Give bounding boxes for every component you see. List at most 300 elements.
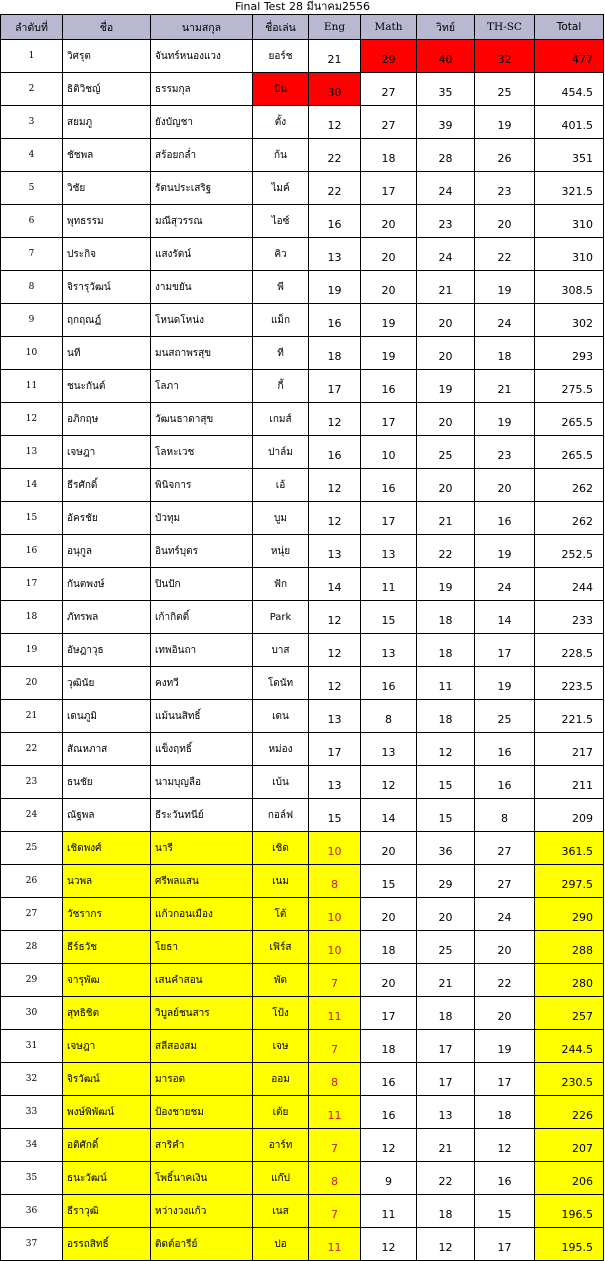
cell-surname[interactable]: ศรีพลแสน (151, 865, 253, 898)
cell-nickname[interactable]: ออม (253, 1063, 309, 1096)
cell-science[interactable]: 18 (417, 601, 475, 634)
cell-total[interactable]: 211 (535, 766, 604, 799)
cell-math[interactable]: 13 (361, 535, 417, 568)
cell-rank[interactable]: 30 (1, 997, 63, 1030)
cell-th-sc[interactable]: 17 (475, 1063, 535, 1096)
cell-nickname[interactable]: ปอ (253, 1228, 309, 1261)
cell-first-name[interactable]: สยมภู (63, 106, 151, 139)
cell-th-sc[interactable]: 16 (475, 502, 535, 535)
cell-science[interactable]: 20 (417, 898, 475, 931)
cell-surname[interactable]: โยธา (151, 931, 253, 964)
header-eng[interactable]: Eng (309, 15, 361, 40)
cell-math[interactable]: 29 (361, 40, 417, 73)
cell-math[interactable]: 17 (361, 502, 417, 535)
cell-math[interactable]: 20 (361, 271, 417, 304)
cell-eng[interactable]: 16 (309, 304, 361, 337)
cell-surname[interactable]: หว่างวงแก้ว (151, 1195, 253, 1228)
cell-total[interactable]: 223.5 (535, 667, 604, 700)
cell-science[interactable]: 19 (417, 568, 475, 601)
cell-total[interactable]: 275.5 (535, 370, 604, 403)
cell-rank[interactable]: 36 (1, 1195, 63, 1228)
cell-science[interactable]: 21 (417, 271, 475, 304)
cell-first-name[interactable]: อติศักดิ์ (63, 1129, 151, 1162)
cell-eng[interactable]: 10 (309, 832, 361, 865)
cell-math[interactable]: 27 (361, 106, 417, 139)
cell-nickname[interactable]: โดนัท (253, 667, 309, 700)
cell-math[interactable]: 12 (361, 766, 417, 799)
cell-nickname[interactable]: แม็ก (253, 304, 309, 337)
cell-first-name[interactable]: วิชัย (63, 172, 151, 205)
cell-first-name[interactable]: จิรารุวัฒน์ (63, 271, 151, 304)
cell-th-sc[interactable]: 19 (475, 667, 535, 700)
cell-science[interactable]: 21 (417, 1129, 475, 1162)
cell-nickname[interactable]: ที (253, 337, 309, 370)
cell-first-name[interactable]: วุฒินัย (63, 667, 151, 700)
cell-science[interactable]: 22 (417, 1162, 475, 1195)
cell-first-name[interactable]: ธนชัย (63, 766, 151, 799)
cell-nickname[interactable]: ยอร์ช (253, 40, 309, 73)
cell-surname[interactable]: ธีระวันทนีย์ (151, 799, 253, 832)
cell-th-sc[interactable]: 18 (475, 1096, 535, 1129)
cell-surname[interactable]: บัวทุม (151, 502, 253, 535)
cell-eng[interactable]: 12 (309, 469, 361, 502)
cell-surname[interactable]: นามบุญลือ (151, 766, 253, 799)
cell-surname[interactable]: งามขยัน (151, 271, 253, 304)
cell-surname[interactable]: วิบูลย์ชนสาร (151, 997, 253, 1030)
cell-eng[interactable]: 16 (309, 205, 361, 238)
cell-rank[interactable]: 26 (1, 865, 63, 898)
cell-surname[interactable]: แม้นนสิทธิ์ (151, 700, 253, 733)
cell-rank[interactable]: 28 (1, 931, 63, 964)
cell-first-name[interactable]: สุทธิชิต (63, 997, 151, 1030)
cell-total[interactable]: 244 (535, 568, 604, 601)
cell-surname[interactable]: สาริคำ (151, 1129, 253, 1162)
cell-rank[interactable]: 27 (1, 898, 63, 931)
cell-science[interactable]: 15 (417, 766, 475, 799)
cell-math[interactable]: 12 (361, 1228, 417, 1261)
cell-science[interactable]: 28 (417, 139, 475, 172)
cell-first-name[interactable]: วัชรากร (63, 898, 151, 931)
cell-total[interactable]: 280 (535, 964, 604, 997)
cell-science[interactable]: 20 (417, 403, 475, 436)
cell-nickname[interactable]: บาส (253, 634, 309, 667)
cell-surname[interactable]: มารอด (151, 1063, 253, 1096)
cell-first-name[interactable]: อนุกูล (63, 535, 151, 568)
cell-th-sc[interactable]: 8 (475, 799, 535, 832)
cell-th-sc[interactable]: 23 (475, 172, 535, 205)
cell-math[interactable]: 16 (361, 1096, 417, 1129)
cell-first-name[interactable]: ชัชพล (63, 139, 151, 172)
cell-th-sc[interactable]: 24 (475, 898, 535, 931)
cell-science[interactable]: 24 (417, 238, 475, 271)
cell-surname[interactable]: จันทร์หนองแวง (151, 40, 253, 73)
cell-math[interactable]: 13 (361, 634, 417, 667)
cell-first-name[interactable]: จิรวัฒน์ (63, 1063, 151, 1096)
cell-rank[interactable]: 31 (1, 1030, 63, 1063)
cell-nickname[interactable]: เจษ (253, 1030, 309, 1063)
cell-nickname[interactable]: โป้ง (253, 997, 309, 1030)
cell-first-name[interactable]: ประกิจ (63, 238, 151, 271)
cell-science[interactable]: 20 (417, 469, 475, 502)
cell-nickname[interactable]: Park (253, 601, 309, 634)
cell-eng[interactable]: 17 (309, 370, 361, 403)
cell-surname[interactable]: สร้อยกล่ำ (151, 139, 253, 172)
cell-eng[interactable]: 12 (309, 634, 361, 667)
cell-total[interactable]: 401.5 (535, 106, 604, 139)
cell-first-name[interactable]: ธีรศักดิ์ (63, 469, 151, 502)
cell-nickname[interactable]: หม่อง (253, 733, 309, 766)
cell-eng[interactable]: 16 (309, 436, 361, 469)
cell-science[interactable]: 25 (417, 931, 475, 964)
cell-eng[interactable]: 7 (309, 964, 361, 997)
cell-science[interactable]: 18 (417, 700, 475, 733)
cell-surname[interactable]: ธรรมกุล (151, 73, 253, 106)
cell-science[interactable]: 17 (417, 1030, 475, 1063)
cell-eng[interactable]: 17 (309, 733, 361, 766)
cell-surname[interactable]: รัตนประเสริฐ (151, 172, 253, 205)
cell-surname[interactable]: เทพอินถา (151, 634, 253, 667)
cell-th-sc[interactable]: 18 (475, 337, 535, 370)
cell-science[interactable]: 21 (417, 964, 475, 997)
cell-nickname[interactable]: เนส (253, 1195, 309, 1228)
cell-eng[interactable]: 10 (309, 931, 361, 964)
cell-science[interactable]: 25 (417, 436, 475, 469)
cell-nickname[interactable]: ไอซ์ (253, 205, 309, 238)
cell-surname[interactable]: โพธิ์นาคเงิน (151, 1162, 253, 1195)
cell-th-sc[interactable]: 23 (475, 436, 535, 469)
cell-th-sc[interactable]: 22 (475, 238, 535, 271)
cell-eng[interactable]: 12 (309, 106, 361, 139)
cell-eng[interactable]: 12 (309, 502, 361, 535)
cell-surname[interactable]: มณีสุวรรณ (151, 205, 253, 238)
cell-nickname[interactable]: เบ้น (253, 766, 309, 799)
cell-surname[interactable]: นารี (151, 832, 253, 865)
cell-first-name[interactable]: วิศรุต (63, 40, 151, 73)
cell-surname[interactable]: โหนดโหน่ง (151, 304, 253, 337)
cell-rank[interactable]: 19 (1, 634, 63, 667)
cell-eng[interactable]: 18 (309, 337, 361, 370)
cell-eng[interactable]: 11 (309, 1096, 361, 1129)
cell-science[interactable]: 40 (417, 40, 475, 73)
cell-th-sc[interactable]: 15 (475, 1195, 535, 1228)
cell-first-name[interactable]: กันตพงษ์ (63, 568, 151, 601)
cell-math[interactable]: 19 (361, 304, 417, 337)
cell-rank[interactable]: 23 (1, 766, 63, 799)
cell-eng[interactable]: 7 (309, 1129, 361, 1162)
cell-eng[interactable]: 22 (309, 139, 361, 172)
cell-total[interactable]: 196.5 (535, 1195, 604, 1228)
cell-total[interactable]: 310 (535, 205, 604, 238)
cell-th-sc[interactable]: 24 (475, 568, 535, 601)
cell-math[interactable]: 15 (361, 865, 417, 898)
cell-eng[interactable]: 15 (309, 799, 361, 832)
cell-science[interactable]: 12 (417, 733, 475, 766)
cell-th-sc[interactable]: 25 (475, 700, 535, 733)
cell-eng[interactable]: 21 (309, 40, 361, 73)
cell-nickname[interactable]: กอล์ฟ (253, 799, 309, 832)
cell-total[interactable]: 230.5 (535, 1063, 604, 1096)
cell-surname[interactable]: คงทวี (151, 667, 253, 700)
cell-rank[interactable]: 25 (1, 832, 63, 865)
cell-th-sc[interactable]: 19 (475, 535, 535, 568)
cell-eng[interactable]: 12 (309, 601, 361, 634)
cell-rank[interactable]: 21 (1, 700, 63, 733)
cell-first-name[interactable]: สัณหภาส (63, 733, 151, 766)
cell-nickname[interactable]: ฟัก (253, 568, 309, 601)
header-first-name[interactable]: ชื่อ (63, 15, 151, 40)
cell-surname[interactable]: แก้วกอนเมือง (151, 898, 253, 931)
cell-total[interactable]: 454.5 (535, 73, 604, 106)
cell-math[interactable]: 20 (361, 238, 417, 271)
cell-math[interactable]: 9 (361, 1162, 417, 1195)
cell-eng[interactable]: 30 (309, 73, 361, 106)
header-nickname[interactable]: ชื่อเล่น (253, 15, 309, 40)
cell-nickname[interactable]: ไมค์ (253, 172, 309, 205)
cell-th-sc[interactable]: 19 (475, 271, 535, 304)
cell-th-sc[interactable]: 17 (475, 1228, 535, 1261)
cell-th-sc[interactable]: 20 (475, 469, 535, 502)
cell-surname[interactable]: ปินปัก (151, 568, 253, 601)
cell-first-name[interactable]: จารุพัฒ (63, 964, 151, 997)
cell-eng[interactable]: 7 (309, 1195, 361, 1228)
cell-nickname[interactable]: พี (253, 271, 309, 304)
cell-nickname[interactable]: แก๊ป (253, 1162, 309, 1195)
cell-th-sc[interactable]: 16 (475, 1162, 535, 1195)
cell-math[interactable]: 17 (361, 172, 417, 205)
cell-rank[interactable]: 29 (1, 964, 63, 997)
cell-math[interactable]: 16 (361, 469, 417, 502)
cell-first-name[interactable]: เจษฎา (63, 436, 151, 469)
cell-science[interactable]: 18 (417, 634, 475, 667)
cell-first-name[interactable]: อัครชัย (63, 502, 151, 535)
cell-nickname[interactable]: เดน (253, 700, 309, 733)
cell-science[interactable]: 12 (417, 1228, 475, 1261)
cell-total[interactable]: 265.5 (535, 403, 604, 436)
cell-science[interactable]: 18 (417, 997, 475, 1030)
cell-first-name[interactable]: เจษฎา (63, 1030, 151, 1063)
cell-th-sc[interactable]: 24 (475, 304, 535, 337)
cell-eng[interactable]: 12 (309, 403, 361, 436)
cell-rank[interactable]: 34 (1, 1129, 63, 1162)
cell-total[interactable]: 252.5 (535, 535, 604, 568)
cell-surname[interactable]: วัฒนธาดาสุข (151, 403, 253, 436)
cell-math[interactable]: 16 (361, 1063, 417, 1096)
cell-math[interactable]: 17 (361, 403, 417, 436)
cell-rank[interactable]: 16 (1, 535, 63, 568)
cell-eng[interactable]: 11 (309, 997, 361, 1030)
cell-th-sc[interactable]: 20 (475, 931, 535, 964)
cell-rank[interactable]: 14 (1, 469, 63, 502)
cell-th-sc[interactable]: 19 (475, 106, 535, 139)
cell-total[interactable]: 233 (535, 601, 604, 634)
cell-first-name[interactable]: ณัฐพล (63, 799, 151, 832)
cell-science[interactable]: 11 (417, 667, 475, 700)
cell-math[interactable]: 18 (361, 931, 417, 964)
cell-nickname[interactable]: เฟิร์ส (253, 931, 309, 964)
cell-rank[interactable]: 18 (1, 601, 63, 634)
cell-science[interactable]: 17 (417, 1063, 475, 1096)
cell-first-name[interactable]: พุทธรรม (63, 205, 151, 238)
cell-total[interactable]: 361.5 (535, 832, 604, 865)
header-surname[interactable]: นามสกุล (151, 15, 253, 40)
cell-nickname[interactable]: ปาล์ม (253, 436, 309, 469)
cell-first-name[interactable]: นที (63, 337, 151, 370)
cell-surname[interactable]: โลหะเวช (151, 436, 253, 469)
cell-science[interactable]: 13 (417, 1096, 475, 1129)
cell-nickname[interactable]: บูม (253, 502, 309, 535)
cell-rank[interactable]: 32 (1, 1063, 63, 1096)
cell-surname[interactable]: แข็งฤทธิ์ (151, 733, 253, 766)
cell-first-name[interactable]: นวพล (63, 865, 151, 898)
cell-total[interactable]: 288 (535, 931, 604, 964)
cell-math[interactable]: 18 (361, 139, 417, 172)
cell-surname[interactable]: เสนคำสอน (151, 964, 253, 997)
cell-eng[interactable]: 8 (309, 865, 361, 898)
cell-math[interactable]: 20 (361, 964, 417, 997)
cell-total[interactable]: 257 (535, 997, 604, 1030)
cell-rank[interactable]: 8 (1, 271, 63, 304)
cell-rank[interactable]: 10 (1, 337, 63, 370)
cell-rank[interactable]: 24 (1, 799, 63, 832)
cell-first-name[interactable]: อภิกฤษ (63, 403, 151, 436)
cell-th-sc[interactable]: 14 (475, 601, 535, 634)
cell-rank[interactable]: 4 (1, 139, 63, 172)
cell-nickname[interactable]: โต้ (253, 898, 309, 931)
cell-science[interactable]: 23 (417, 205, 475, 238)
cell-science[interactable]: 36 (417, 832, 475, 865)
cell-rank[interactable]: 11 (1, 370, 63, 403)
cell-rank[interactable]: 17 (1, 568, 63, 601)
cell-surname[interactable]: พินิจการ (151, 469, 253, 502)
cell-first-name[interactable]: ฤกฤณฏ์ (63, 304, 151, 337)
cell-eng[interactable]: 8 (309, 1063, 361, 1096)
cell-eng[interactable]: 11 (309, 1228, 361, 1261)
cell-surname[interactable]: แสงรัตน์ (151, 238, 253, 271)
cell-th-sc[interactable]: 32 (475, 40, 535, 73)
cell-total[interactable]: 207 (535, 1129, 604, 1162)
cell-nickname[interactable]: เนม (253, 865, 309, 898)
cell-total[interactable]: 310 (535, 238, 604, 271)
cell-eng[interactable]: 19 (309, 271, 361, 304)
cell-total[interactable]: 308.5 (535, 271, 604, 304)
header-math[interactable]: Math (361, 15, 417, 40)
cell-th-sc[interactable]: 27 (475, 832, 535, 865)
cell-math[interactable]: 8 (361, 700, 417, 733)
cell-science[interactable]: 19 (417, 370, 475, 403)
cell-first-name[interactable]: ธิติวิชญ์ (63, 73, 151, 106)
cell-surname[interactable]: ติดต์อารีย์ (151, 1228, 253, 1261)
cell-nickname[interactable]: คิว (253, 238, 309, 271)
cell-total[interactable]: 206 (535, 1162, 604, 1195)
cell-th-sc[interactable]: 26 (475, 139, 535, 172)
cell-total[interactable]: 226 (535, 1096, 604, 1129)
cell-nickname[interactable]: ก้น (253, 139, 309, 172)
cell-rank[interactable]: 35 (1, 1162, 63, 1195)
cell-science[interactable]: 22 (417, 535, 475, 568)
cell-first-name[interactable]: ธีราวุฒิ (63, 1195, 151, 1228)
header-th-sc[interactable]: TH-SC (475, 15, 535, 40)
cell-rank[interactable]: 6 (1, 205, 63, 238)
cell-th-sc[interactable]: 25 (475, 73, 535, 106)
cell-total[interactable]: 351 (535, 139, 604, 172)
cell-total[interactable]: 477 (535, 40, 604, 73)
cell-total[interactable]: 228.5 (535, 634, 604, 667)
cell-first-name[interactable]: ชนะกันต์ (63, 370, 151, 403)
cell-nickname[interactable]: พัด (253, 964, 309, 997)
cell-rank[interactable]: 1 (1, 40, 63, 73)
cell-surname[interactable]: ยังบัญชา (151, 106, 253, 139)
cell-eng[interactable]: 13 (309, 535, 361, 568)
cell-total[interactable]: 195.5 (535, 1228, 604, 1261)
cell-math[interactable]: 13 (361, 733, 417, 766)
cell-surname[interactable]: เก้ากิตติ์ (151, 601, 253, 634)
cell-math[interactable]: 15 (361, 601, 417, 634)
cell-nickname[interactable]: เชิด (253, 832, 309, 865)
cell-th-sc[interactable]: 17 (475, 634, 535, 667)
cell-science[interactable]: 29 (417, 865, 475, 898)
cell-surname[interactable]: โลภา (151, 370, 253, 403)
cell-th-sc[interactable]: 22 (475, 964, 535, 997)
cell-science[interactable]: 39 (417, 106, 475, 139)
cell-total[interactable]: 290 (535, 898, 604, 931)
cell-math[interactable]: 19 (361, 337, 417, 370)
cell-math[interactable]: 17 (361, 997, 417, 1030)
cell-nickname[interactable]: หนุ่ย (253, 535, 309, 568)
cell-th-sc[interactable]: 20 (475, 205, 535, 238)
cell-total[interactable]: 293 (535, 337, 604, 370)
cell-science[interactable]: 35 (417, 73, 475, 106)
cell-first-name[interactable]: ธนะวัฒน์ (63, 1162, 151, 1195)
cell-rank[interactable]: 15 (1, 502, 63, 535)
cell-first-name[interactable]: พงษ์พิพัฒน์ (63, 1096, 151, 1129)
cell-science[interactable]: 20 (417, 304, 475, 337)
cell-eng[interactable]: 12 (309, 667, 361, 700)
cell-math[interactable]: 20 (361, 205, 417, 238)
cell-total[interactable]: 321.5 (535, 172, 604, 205)
cell-eng[interactable]: 8 (309, 1162, 361, 1195)
cell-total[interactable]: 297.5 (535, 865, 604, 898)
cell-eng[interactable]: 22 (309, 172, 361, 205)
cell-th-sc[interactable]: 16 (475, 733, 535, 766)
cell-total[interactable]: 262 (535, 469, 604, 502)
cell-surname[interactable]: สลีสองสม (151, 1030, 253, 1063)
cell-first-name[interactable]: อรรถสิทธิ์ (63, 1228, 151, 1261)
cell-math[interactable]: 18 (361, 1030, 417, 1063)
cell-rank[interactable]: 20 (1, 667, 63, 700)
cell-rank[interactable]: 13 (1, 436, 63, 469)
cell-math[interactable]: 10 (361, 436, 417, 469)
cell-rank[interactable]: 33 (1, 1096, 63, 1129)
cell-nickname[interactable]: เต้ย (253, 1096, 309, 1129)
cell-math[interactable]: 16 (361, 370, 417, 403)
cell-math[interactable]: 11 (361, 568, 417, 601)
cell-first-name[interactable]: ธีร์ธวัช (63, 931, 151, 964)
cell-eng[interactable]: 14 (309, 568, 361, 601)
cell-total[interactable]: 244.5 (535, 1030, 604, 1063)
cell-total[interactable]: 217 (535, 733, 604, 766)
cell-rank[interactable]: 12 (1, 403, 63, 436)
cell-first-name[interactable]: เชิดพงศ์ (63, 832, 151, 865)
cell-science[interactable]: 20 (417, 337, 475, 370)
cell-eng[interactable]: 13 (309, 238, 361, 271)
cell-first-name[interactable]: เดนภูมิ (63, 700, 151, 733)
cell-eng[interactable]: 10 (309, 898, 361, 931)
cell-total[interactable]: 302 (535, 304, 604, 337)
cell-surname[interactable]: ป้องชายชม (151, 1096, 253, 1129)
cell-math[interactable]: 11 (361, 1195, 417, 1228)
cell-surname[interactable]: มนสถาพรสุข (151, 337, 253, 370)
cell-nickname[interactable]: ตั้ง (253, 106, 309, 139)
